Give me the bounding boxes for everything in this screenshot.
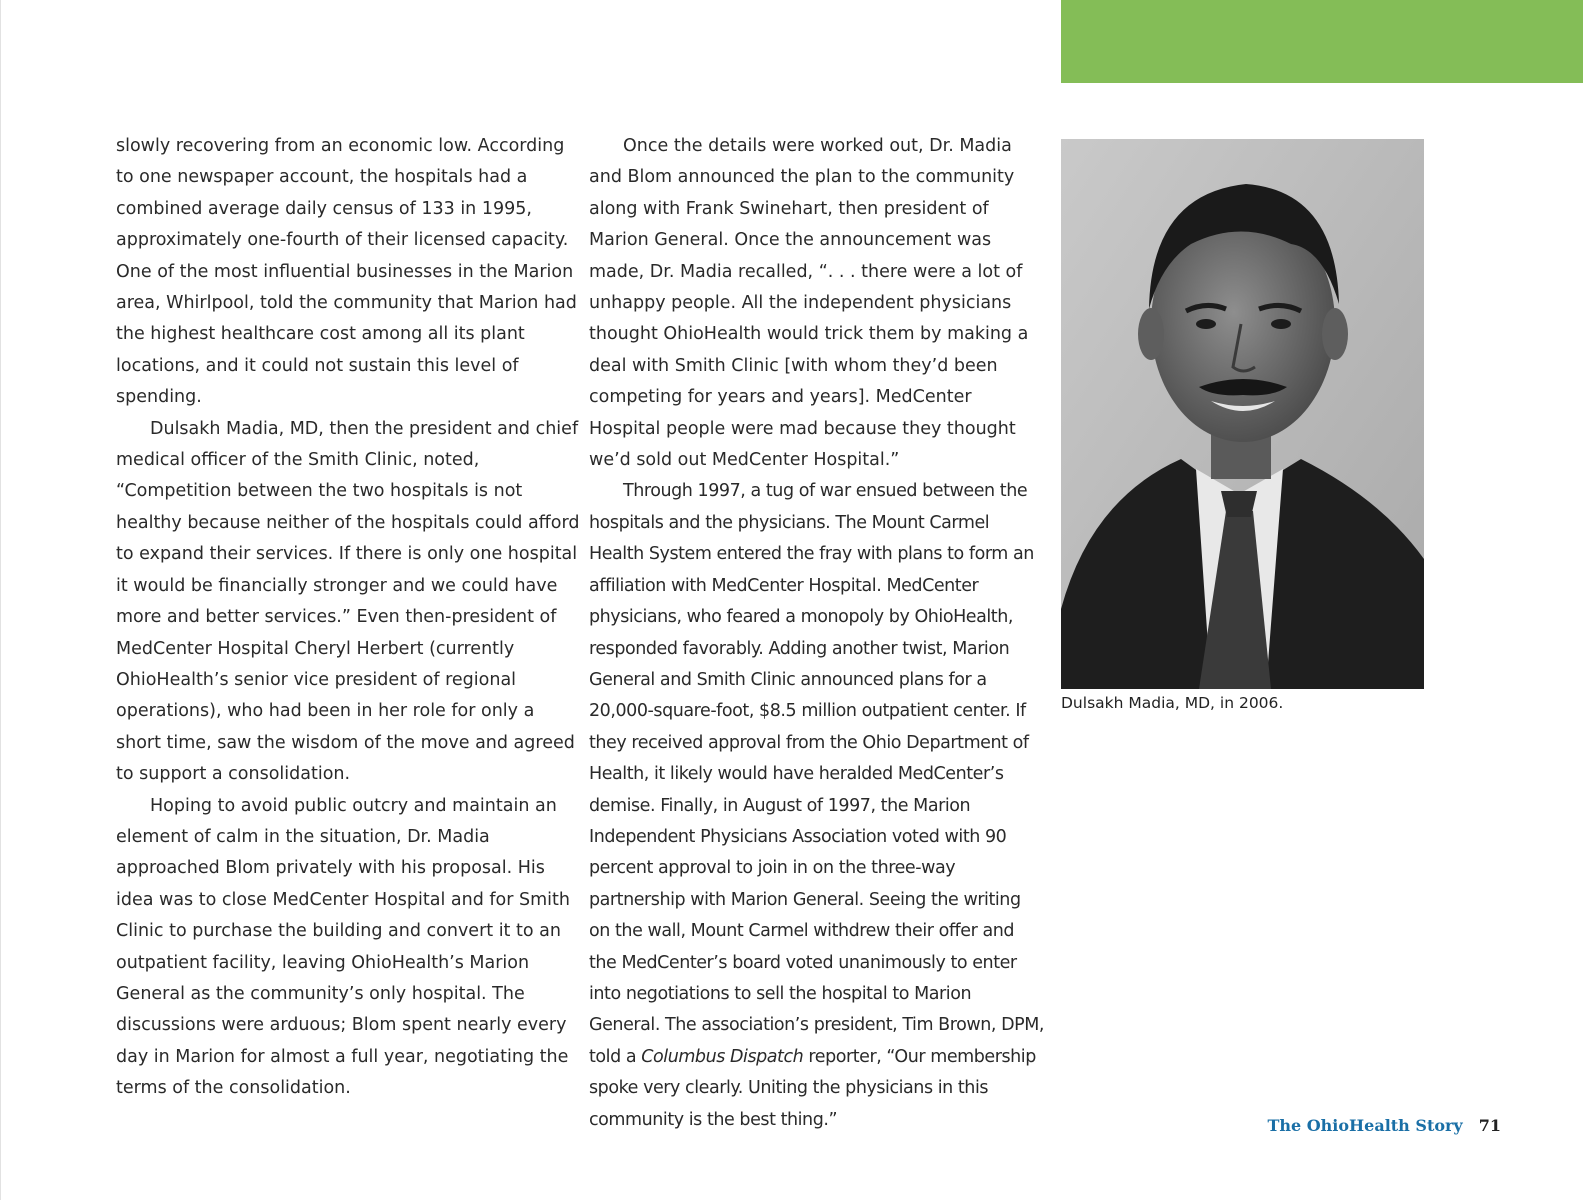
left-paragraph-3: Hoping to avoid public outcry and maintain an element of calm in the situation, Dr. Madia approached Blom privately with his proposal. His idea was to close MedCenter Hospital and for Smith Clinic to purchase the building and convert it to an outpatient facility, leaving OhioHealth’s Marion General as the community’s only hospital. The discussions were arduous; Blom spent nearly every day in Marion for almost a full year, negotiating the terms of the consolidation.	[116, 795, 570, 1099]
left-paragraph-2: Dulsakh Madia, MD, then the president and chief medical officer of the Smith Clinic, noted, “Competition between the two hospitals is not healthy because neither of the hospitals could afford to expand their services. If there is only one hospital it would be financially stronger and we could have more and better services.” Even then-president of MedCenter Hospital Cheryl Herbert (currently OhioHealth’s senior vice president of regional operations), who had been in her role for only a short time, saw the wisdom of the move and agreed to support a consolidation.	[116, 418, 580, 785]
middle-paragraph-1: Once the details were worked out, Dr. Madia and Blom announced the plan to the community along with Frank Swinehart, then president of Marion General. Once the announcement was made, Dr. Madia recalled, “. . . there were a lot of unhappy people. All the independent physicians thought OhioHealth would trick them by making a deal with Smith Clinic [with whom they’d been competing for years and years]. MedCenter Hospital people were mad because they thought we’d sold out MedCenter Hospital.”	[589, 136, 1029, 471]
left-text-column	[116, 131, 581, 1105]
newspaper-title: Columbus Dispatch	[641, 1046, 804, 1067]
middle-paragraph-2-end: reporter, “Our membership spoke very clearly. Uniting the physicians in this community is the best thing.”	[589, 1046, 1036, 1130]
photo-caption: Dulsakh Madia, MD, in 2006.	[1061, 694, 1284, 712]
green-accent-bar	[1061, 0, 1583, 83]
middle-paragraph-2	[589, 476, 1044, 1136]
portrait-photo	[1061, 139, 1424, 689]
middle-paragraph-2-text: Through 1997, a tug of war ensued between the hospitals and the physicians. The Mount Carmel Health System entered the fray with plans to form an affiliation with MedCenter Hospital. MedCenter physicians, who feared a monopoly by OhioHealth, responded favorably. Adding another twist, Marion General and Smith Clinic announced plans for a 20,000-square-foot, $8.5 million outpatient center. If they received approval from the Ohio Department of Health, it likely would have heralded MedCenter’s demise. Finally, in August of 1997, the Marion Independent Physicians Association voted with 90 percent approval to join in on the three-way partnership with Marion General. Seeing the writing on the wall, Mount Carmel withdrew their offer and the MedCenter’s board voted unanimously to enter into negotiations to sell the hospital to Marion General. The association’s president, Tim Brown, DPM, told a	[589, 481, 1044, 1067]
page-number: 71	[1478, 1116, 1501, 1135]
book-title: The OhioHealth Story	[1267, 1116, 1463, 1135]
page-footer	[1267, 1116, 1501, 1135]
page-edge	[0, 0, 1, 1200]
middle-text-column	[589, 131, 1044, 1136]
left-paragraph-1: slowly recovering from an economic low. According to one newspaper account, the hospitals had a combined average daily census of 133 in 1995, approximately one-fourth of their licensed capacity. One of the most influential businesses in the Marion area, Whirlpool, told the community that Marion had the highest healthcare cost among all its plant locations, and it could not sustain this level of spending.	[116, 136, 577, 408]
